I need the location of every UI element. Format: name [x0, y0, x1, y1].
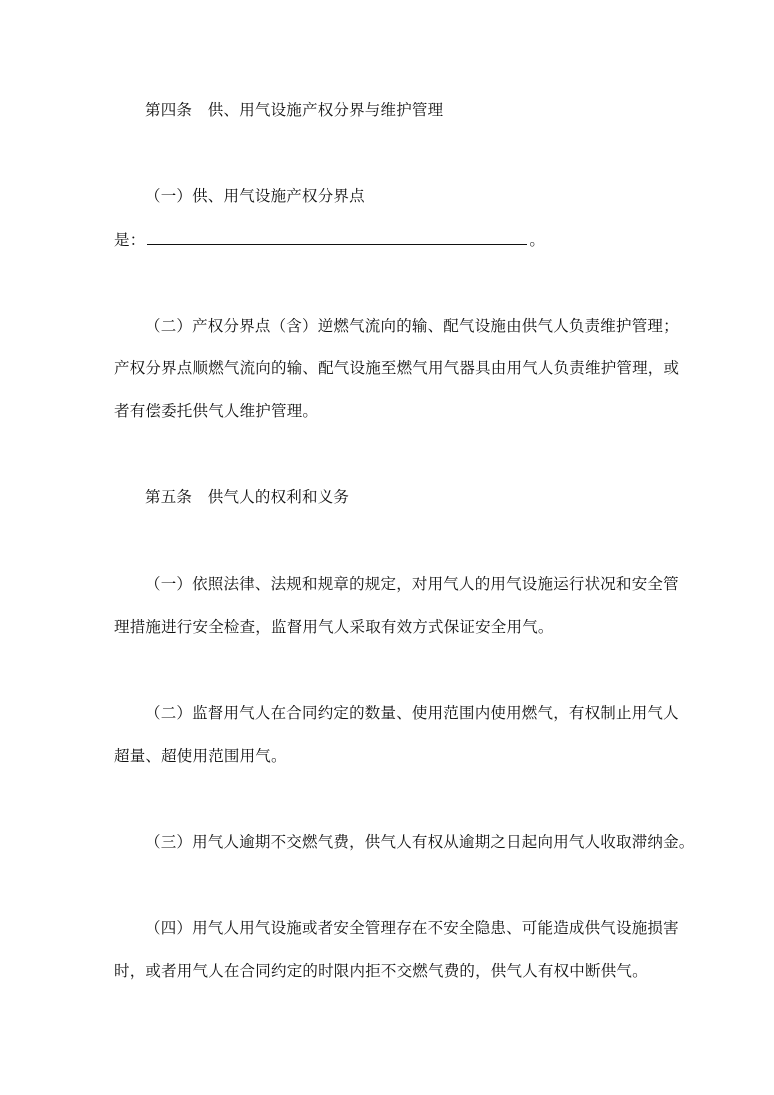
article-5-item-4-line-2: 时，或者用气人在合同约定的时限内拒不交燃气费的，供气人有权中断供气。: [114, 962, 648, 980]
article-4-item-2-line-3: 者有偿委托供气人维护管理。: [114, 402, 319, 420]
article-4-item-2-line-2: 产权分界点顺燃气流向的输、配气设施至燃气用气器具由用气人负责维护管理，或: [114, 359, 680, 377]
article-5-item-1-line-1: （一）依照法律、法规和规章的规定，对用气人的用气设施运行状况和安全管: [145, 575, 679, 593]
article-5-item-1-line-2: 理措施进行安全检查，监督用气人采取有效方式保证安全用气。: [114, 618, 554, 636]
article-5-item-2-line-1: （二）监督用气人在合同约定的数量、使用范围内使用燃气，有权制止用气人: [145, 704, 679, 722]
article-5-item-2-line-2: 超量、超使用范围用气。: [114, 747, 287, 765]
article-5-item-3-line-1: （三）用气人逾期不交燃气费，供气人有权从逾期之日起向用气人收取滞纳金。: [145, 833, 695, 851]
fill-in-blank[interactable]: [147, 230, 527, 245]
article-4-heading: 第四条 供、用气设施产权分界与维护管理: [145, 101, 444, 119]
article-4-item-1-line-1: （一）供、用气设施产权分界点: [145, 187, 365, 205]
article-4-item-1-suffix: 。: [529, 231, 546, 249]
article-4-item-1-line-2: [114, 230, 545, 250]
article-4-item-2-line-1: （二）产权分界点（含）逆燃气流向的输、配气设施由供气人负责维护管理；: [145, 317, 679, 335]
article-5-heading: 第五条 供气人的权利和义务: [145, 488, 350, 506]
article-5-item-4-line-1: （四）用气人用气设施或者安全管理存在不安全隐患、可能造成供气设施损害: [145, 919, 679, 937]
article-4-item-1-prefix: 是：: [114, 231, 146, 249]
